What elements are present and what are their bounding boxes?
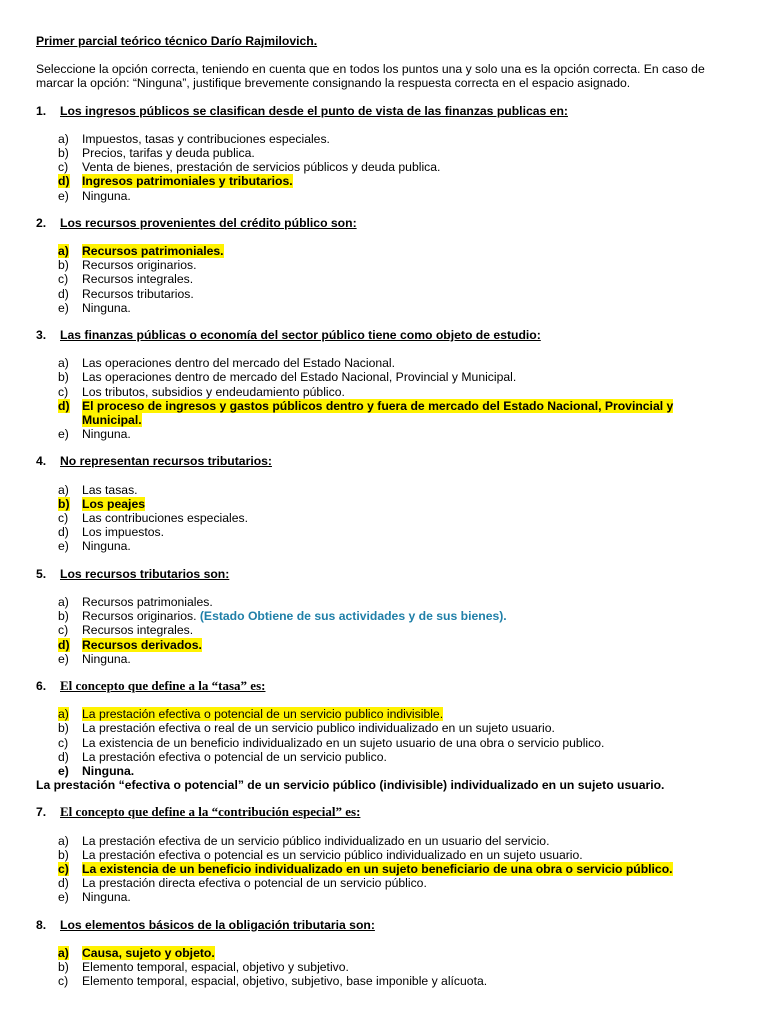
option-letter: [58, 385, 82, 399]
answer-option: [36, 890, 736, 904]
option-text: Elemento temporal, espacial, objetivo y subjetivo.: [82, 959, 349, 974]
option-body: [82, 876, 736, 890]
option-list: [36, 595, 736, 666]
question-heading: [36, 567, 736, 581]
option-letter: [58, 356, 82, 370]
option-letter-text: a): [58, 833, 69, 848]
question-number: 6.: [36, 678, 47, 693]
question-text: Los recursos provenientes del crédito público son:: [60, 215, 357, 230]
option-text: Venta de bienes, prestación de servicios públicos y deuda publica.: [82, 160, 441, 175]
option-letter: [58, 427, 82, 441]
option-letter: [58, 946, 82, 960]
option-letter: [58, 287, 82, 301]
answer-option: [36, 301, 736, 315]
option-list: [36, 834, 736, 905]
answer-option: [36, 539, 736, 553]
option-letter: [58, 750, 82, 764]
option-text: La prestación efectiva o potencial es un servicio público individualizado en un sujeto usuario.: [82, 847, 583, 862]
option-body: [82, 834, 736, 848]
option-letter-text: b): [58, 721, 69, 736]
option-letter: [58, 609, 82, 623]
option-letter-text: d): [58, 637, 70, 652]
question-6: [36, 679, 736, 792]
option-body: [82, 890, 736, 904]
answer-option: [36, 862, 736, 876]
option-letter-text: c): [58, 974, 69, 989]
question-text: Los elementos básicos de la obligación tributaria son:: [60, 917, 375, 932]
question-number: 7.: [36, 805, 47, 820]
option-letter: [58, 721, 82, 735]
option-letter-text: b): [58, 258, 69, 273]
option-letter: [58, 525, 82, 539]
option-body: [82, 483, 736, 497]
option-letter-text: d): [58, 174, 70, 189]
option-text: Ninguna.: [82, 300, 131, 315]
option-letter: [58, 834, 82, 848]
question-text: El concepto que define a la “contribución especial” es:: [60, 804, 361, 820]
option-letter-text: a): [58, 945, 69, 960]
option-letter-text: d): [58, 398, 70, 413]
option-text: Recursos patrimoniales.: [82, 594, 213, 609]
option-letter: [58, 539, 82, 553]
instructions-paragraph: Seleccione la opción correcta, teniendo en cuenta que en todos los puntos una y solo una es la opción correcta. En caso de marcar la opción: “Ninguna”, justifique brevemente consignando la respuesta correcta en el espacio asignado.: [36, 62, 705, 91]
document-title: Primer parcial teórico técnico Darío Rajmilovich.: [36, 34, 318, 48]
option-text: Las operaciones dentro de mercado del Estado Nacional, Provincial y Municipal.: [82, 370, 517, 385]
option-body: [82, 652, 736, 666]
option-body: [82, 764, 736, 778]
highlighted-answer-text: Causa, sujeto y objeto.: [82, 945, 215, 960]
option-letter: [58, 623, 82, 637]
question-text: Las finanzas públicas o economía del sector público tiene como objeto de estudio:: [60, 328, 541, 343]
option-letter: [58, 399, 82, 427]
question-number: 3.: [36, 328, 47, 343]
option-text: La prestación directa efectiva o potencial de un servicio público.: [82, 876, 427, 891]
question-heading: [36, 216, 736, 230]
option-text: Precios, tarifas y deuda publica.: [82, 146, 255, 161]
answer-option: [36, 356, 736, 370]
option-list: [36, 483, 736, 554]
option-body: [82, 960, 736, 974]
option-letter: [58, 638, 82, 652]
option-letter: [58, 848, 82, 862]
option-letter: [58, 890, 82, 904]
option-letter-text: b): [58, 496, 70, 511]
option-letter-text: a): [58, 131, 69, 146]
option-body: [82, 146, 736, 160]
answer-option: [36, 174, 736, 188]
answer-option: [36, 764, 736, 778]
option-body: [82, 721, 736, 735]
question-number: 8.: [36, 917, 47, 932]
answer-option: [36, 497, 736, 511]
option-text: La prestación efectiva o real de un servicio publico individualizado en un sujeto usuario.: [82, 721, 555, 736]
document: [36, 34, 736, 988]
option-letter-text: e): [58, 427, 69, 442]
option-list: [36, 946, 736, 989]
option-body: [82, 736, 736, 750]
question-7: [36, 805, 736, 904]
justification-text: La prestación “efectiva o potencial” de un servicio público (indivisible) individualizado en un sujeto usuario.: [36, 778, 665, 793]
option-text: Ninguna.: [82, 539, 131, 554]
option-letter: [58, 132, 82, 146]
option-list: [36, 132, 736, 203]
option-letter: [58, 960, 82, 974]
question-list: [36, 104, 736, 989]
question-number: 4.: [36, 454, 47, 469]
option-letter-text: e): [58, 539, 69, 554]
highlighted-answer-text: Recursos derivados.: [82, 637, 202, 652]
answer-option: [36, 848, 736, 862]
option-letter-text: e): [58, 651, 69, 666]
option-letter: [58, 160, 82, 174]
question-text: El concepto que define a la “tasa” es:: [60, 677, 266, 693]
option-body: [82, 287, 736, 301]
option-body: [82, 707, 736, 721]
option-text: Ninguna.: [82, 188, 131, 203]
option-text: Ninguna.: [82, 427, 131, 442]
answer-option: [36, 287, 736, 301]
option-letter-text: e): [58, 763, 69, 778]
answer-option: [36, 189, 736, 203]
question-3: [36, 328, 736, 441]
option-body: [82, 525, 736, 539]
question-heading: [36, 454, 736, 468]
question-heading: [36, 679, 736, 693]
option-letter: [58, 595, 82, 609]
option-text: Los impuestos.: [82, 525, 164, 540]
option-letter: [58, 707, 82, 721]
question-text: No representan recursos tributarios:: [60, 454, 272, 469]
option-body: [82, 609, 736, 623]
option-list: [36, 356, 736, 441]
highlighted-answer-text: La prestación efectiva o potencial de un servicio publico indivisible.: [82, 707, 444, 722]
highlighted-answer-text: Los peajes: [82, 496, 145, 511]
option-letter-text: b): [58, 847, 69, 862]
option-letter-text: a): [58, 244, 69, 259]
option-text: La prestación efectiva de un servicio público individualizado en un usuario del servicio.: [82, 833, 550, 848]
option-letter: [58, 301, 82, 315]
question-heading: [36, 805, 736, 819]
answer-option: [36, 736, 736, 750]
option-letter-text: e): [58, 188, 69, 203]
answer-option: [36, 960, 736, 974]
option-letter: [58, 483, 82, 497]
option-letter: [58, 764, 82, 778]
question-4: [36, 454, 736, 553]
option-letter: [58, 652, 82, 666]
option-body: [82, 974, 736, 988]
answer-option: [36, 609, 736, 623]
question-heading: [36, 918, 736, 932]
question-number: 1.: [36, 103, 47, 118]
option-body: [82, 595, 736, 609]
option-letter: [58, 174, 82, 188]
option-letter-text: b): [58, 959, 69, 974]
answer-option: [36, 721, 736, 735]
option-body: [82, 160, 736, 174]
highlighted-answer-text: El proceso de ingresos y gastos públicos dentro y fuera de mercado del Estado Nacional, Provincial y Municipal.: [82, 398, 674, 428]
option-body: [82, 189, 736, 203]
question-text: Los recursos tributarios son:: [60, 566, 230, 581]
option-text: Las operaciones dentro del mercado del Estado Nacional.: [82, 356, 396, 371]
option-body: [82, 385, 736, 399]
option-letter: [58, 736, 82, 750]
option-list: [36, 707, 736, 778]
option-letter-text: c): [58, 735, 69, 750]
question-5: [36, 567, 736, 666]
question-8: [36, 918, 736, 989]
option-note: (Estado Obtiene de sus actividades y de sus bienes).: [199, 609, 507, 624]
option-letter: [58, 258, 82, 272]
option-body: [82, 356, 736, 370]
option-letter-text: e): [58, 300, 69, 315]
option-letter: [58, 876, 82, 890]
answer-option: [36, 258, 736, 272]
option-body: [82, 750, 736, 764]
option-text: Recursos integrales.: [82, 272, 194, 287]
option-letter-text: b): [58, 370, 69, 385]
option-body: [82, 511, 736, 525]
option-letter-text: c): [58, 623, 69, 638]
answer-option: [36, 652, 736, 666]
option-letter: [58, 974, 82, 988]
option-letter-text: a): [58, 482, 69, 497]
answer-option: [36, 595, 736, 609]
answer-option: [36, 427, 736, 441]
option-list: [36, 244, 736, 315]
option-text: Los tributos, subsidios y endeudamiento público.: [82, 384, 345, 399]
option-text: Ninguna.: [82, 890, 131, 905]
question-heading: [36, 328, 736, 342]
answer-option: [36, 525, 736, 539]
option-text: Recursos tributarios.: [82, 286, 194, 301]
option-letter: [58, 189, 82, 203]
option-body: [82, 301, 736, 315]
option-body: [82, 539, 736, 553]
option-letter-text: c): [58, 160, 69, 175]
option-letter-text: d): [58, 876, 69, 891]
option-letter-text: c): [58, 272, 69, 287]
answer-option: [36, 160, 736, 174]
answer-option: [36, 707, 736, 721]
question-number: 2.: [36, 215, 47, 230]
question-1: [36, 104, 736, 203]
option-letter-text: a): [58, 356, 69, 371]
answer-option: [36, 750, 736, 764]
option-letter-text: a): [58, 594, 69, 609]
option-text: Las contribuciones especiales.: [82, 511, 248, 526]
answer-option: [36, 638, 736, 652]
option-letter: [58, 370, 82, 384]
answer-option: [36, 483, 736, 497]
answer-option: [36, 385, 736, 399]
option-text: Recursos integrales.: [82, 623, 194, 638]
answer-option: [36, 623, 736, 637]
answer-option: [36, 399, 736, 427]
option-body: [82, 258, 736, 272]
option-body: [82, 399, 736, 427]
option-body: [82, 862, 736, 876]
question-heading: [36, 104, 736, 118]
answer-option: [36, 146, 736, 160]
answer-option: [36, 834, 736, 848]
option-letter: [58, 511, 82, 525]
option-body: [82, 370, 736, 384]
option-letter: [58, 862, 82, 876]
option-text: Recursos originarios.: [82, 258, 197, 273]
option-letter-text: d): [58, 525, 69, 540]
option-letter-text: b): [58, 146, 69, 161]
option-body: [82, 638, 736, 652]
option-letter-text: d): [58, 749, 69, 764]
option-letter: [58, 497, 82, 511]
option-letter-text: c): [58, 511, 69, 526]
option-text: Recursos originarios.: [82, 609, 197, 624]
highlighted-answer-text: Recursos patrimoniales.: [82, 244, 224, 259]
option-body: [82, 174, 736, 188]
option-text: Las tasas.: [82, 482, 138, 497]
highlighted-answer-text: Ingresos patrimoniales y tributarios.: [82, 174, 293, 189]
option-letter: [58, 244, 82, 258]
option-body: [82, 244, 736, 258]
answer-option: [36, 272, 736, 286]
option-text: La prestación efectiva o potencial de un servicio publico.: [82, 749, 387, 764]
answer-option: [36, 946, 736, 960]
option-body: [82, 497, 736, 511]
option-letter-text: c): [58, 861, 69, 876]
option-text: La existencia de un beneficio individualizado en un sujeto usuario de una obra o servicio publico.: [82, 735, 605, 750]
answer-option: [36, 876, 736, 890]
option-letter: [58, 146, 82, 160]
option-body: [82, 132, 736, 146]
option-letter-text: b): [58, 609, 69, 624]
option-body: [82, 623, 736, 637]
question-text: Los ingresos públicos se clasifican desde el punto de vista de las finanzas publicas en:: [60, 103, 568, 118]
answer-option: [36, 974, 736, 988]
option-body: [82, 946, 736, 960]
answer-option: [36, 511, 736, 525]
option-text: Ninguna.: [82, 763, 135, 778]
option-text: Ninguna.: [82, 651, 131, 666]
option-text: Impuestos, tasas y contribuciones especiales.: [82, 131, 330, 146]
option-body: [82, 427, 736, 441]
answer-option: [36, 370, 736, 384]
answer-option: [36, 132, 736, 146]
option-letter-text: e): [58, 890, 69, 905]
highlighted-answer-text: La existencia de un beneficio individualizado en un sujeto beneficiario de una obra o servicio público.: [82, 861, 673, 876]
question-2: [36, 216, 736, 315]
option-body: [82, 848, 736, 862]
option-letter-text: c): [58, 384, 69, 399]
option-body: [82, 272, 736, 286]
option-letter-text: a): [58, 707, 69, 722]
option-letter: [58, 272, 82, 286]
option-letter-text: d): [58, 286, 69, 301]
question-number: 5.: [36, 566, 47, 581]
answer-option: [36, 244, 736, 258]
option-text: Elemento temporal, espacial, objetivo, subjetivo, base imponible y alícuota.: [82, 974, 488, 989]
